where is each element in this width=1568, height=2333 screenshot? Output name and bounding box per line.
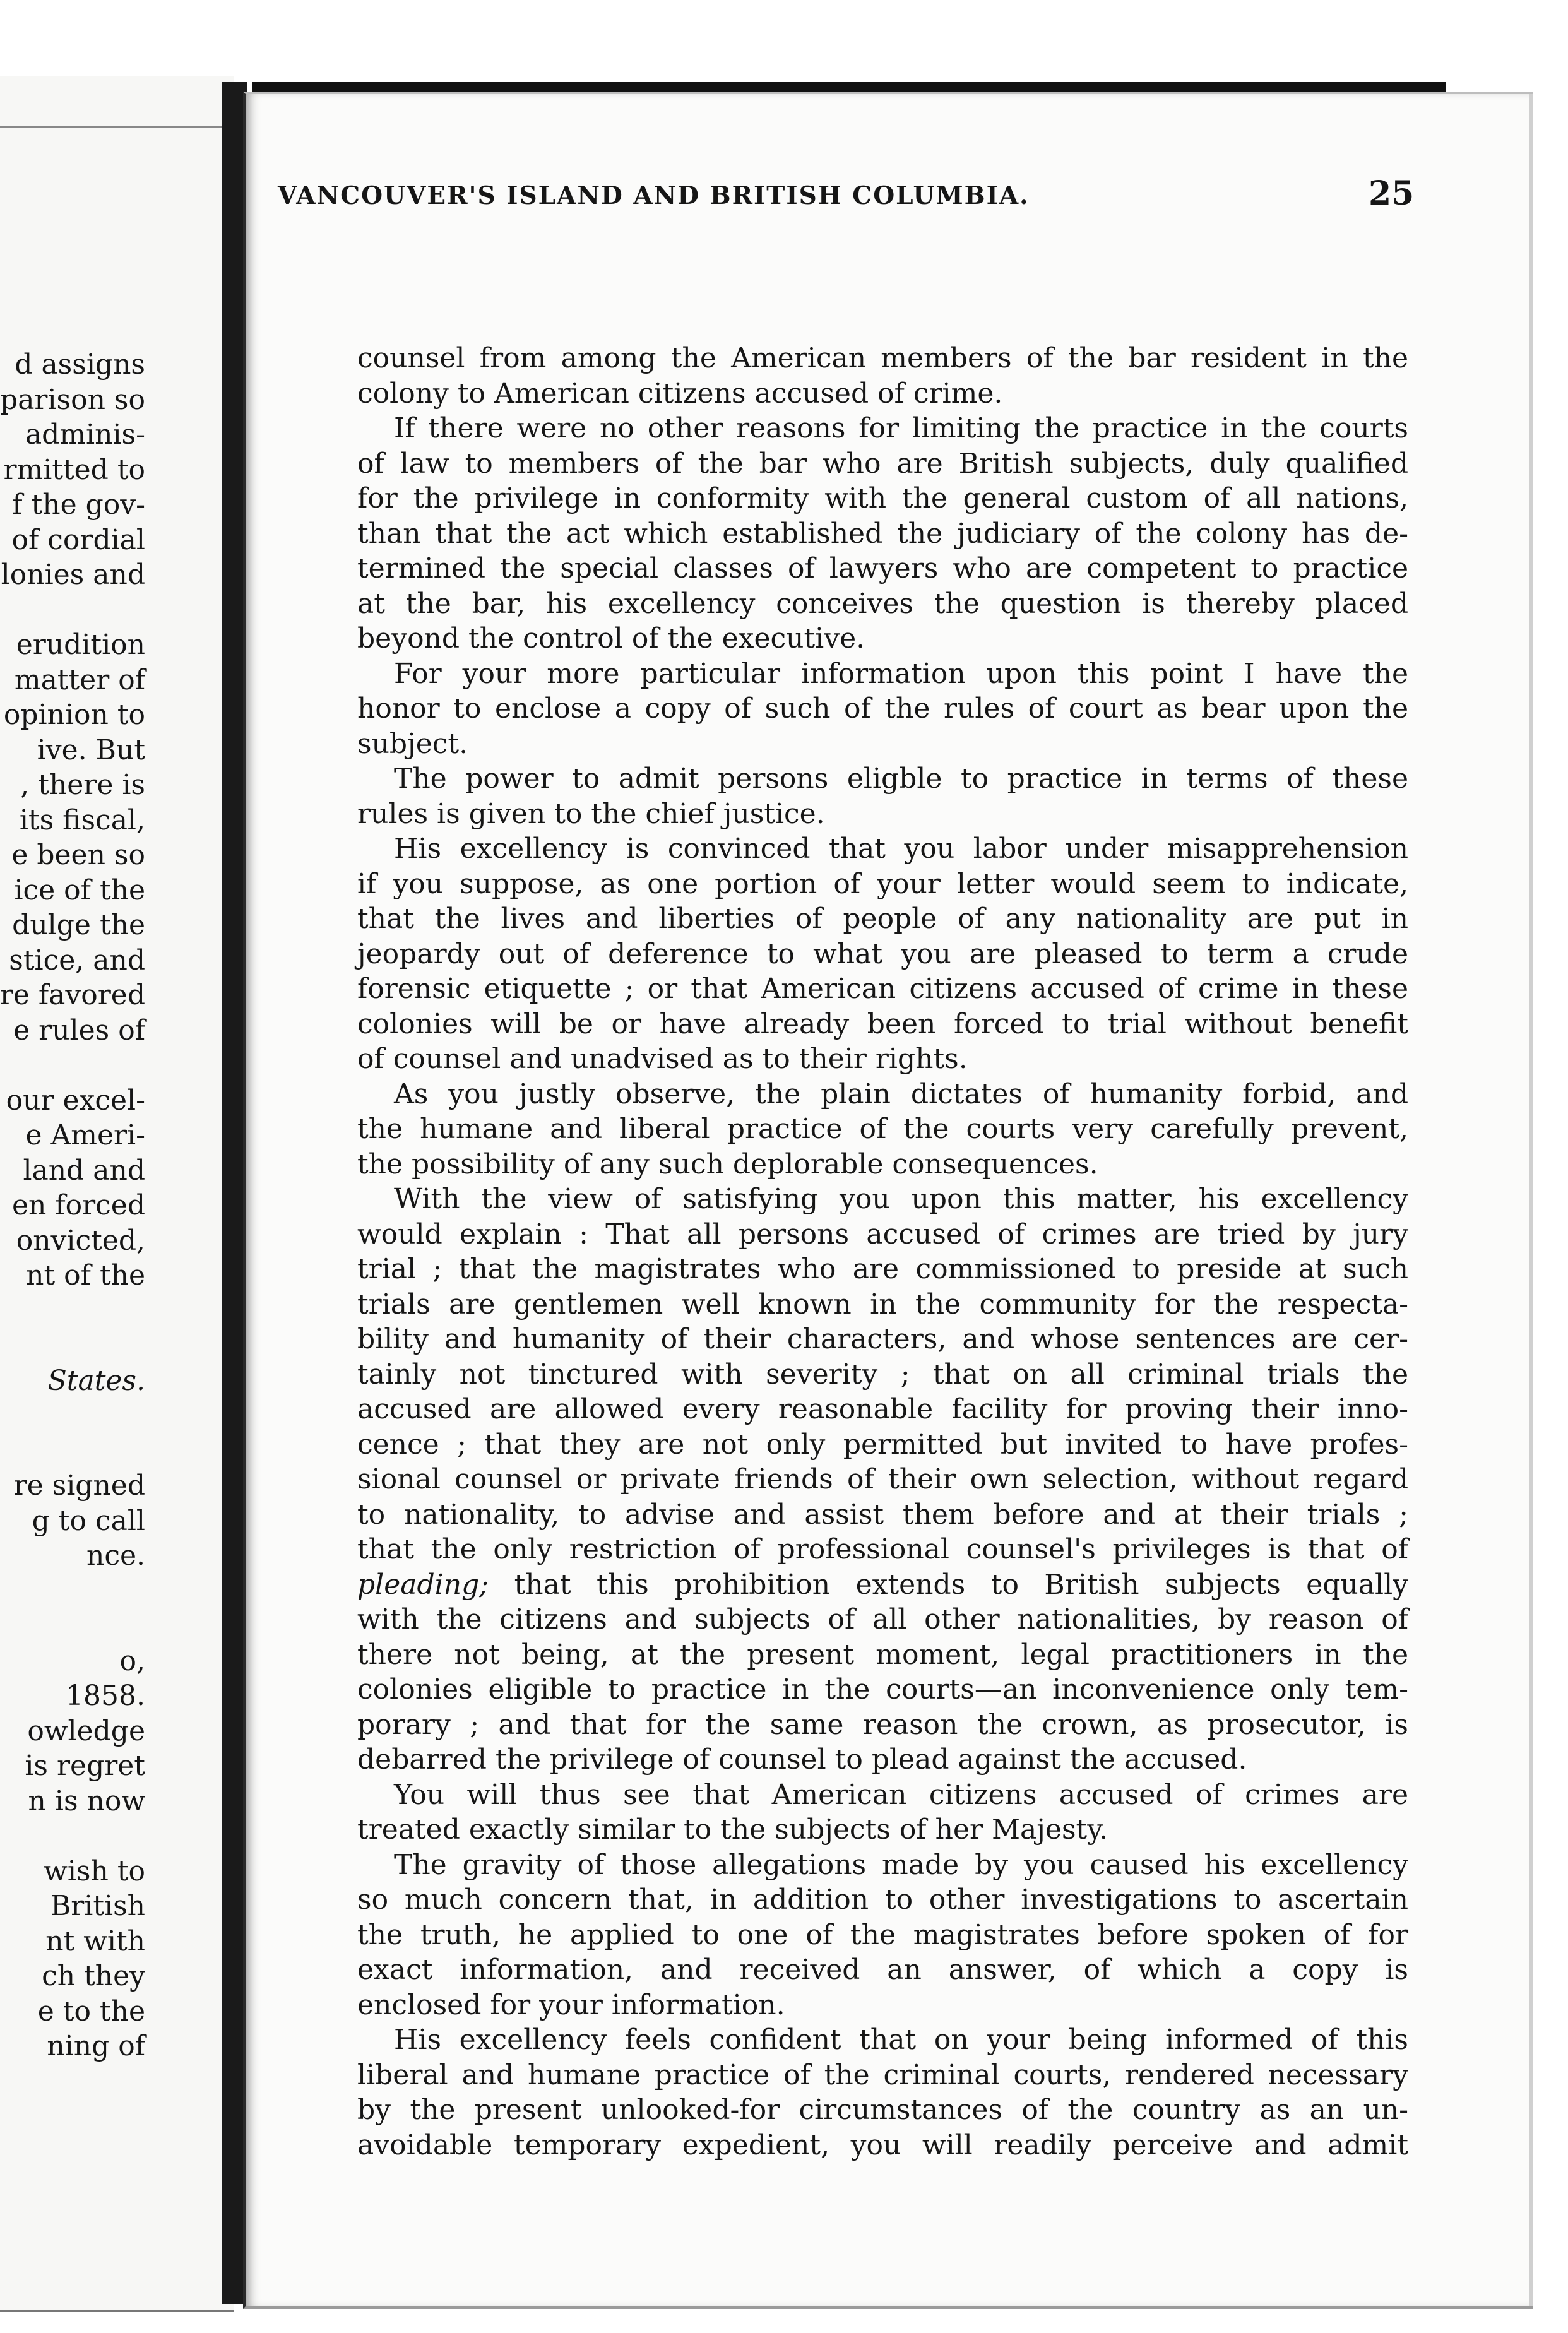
facing-page-line: erudition xyxy=(16,629,145,661)
text-line: For your more particular information upon this point I have the xyxy=(394,657,1408,690)
text-line: jeopardy out of deference to what you are pleased to term a crude xyxy=(357,937,1408,970)
facing-page-line: ch they xyxy=(42,1960,145,1992)
text-line: rules is given to the chief justice. xyxy=(357,797,825,830)
facing-page-line: opinion to xyxy=(3,699,145,731)
text-line: The gravity of those allegations made by you caused his excellency xyxy=(394,1848,1408,1881)
text-line: of law to members of the bar who are British subjects, duly qualified xyxy=(357,447,1408,480)
facing-page-line xyxy=(0,1608,145,1644)
text-line: treated exactly similar to the subjects of her Majesty. xyxy=(357,1814,1108,1846)
facing-page-line: our excel- xyxy=(6,1084,145,1117)
facing-page-line: rmitted to xyxy=(3,453,145,486)
facing-page-line: dulge the xyxy=(12,909,145,941)
facing-page-text xyxy=(0,347,145,2064)
text-line: to nationality, to advise and assist them before and at their trials ; xyxy=(357,1498,1408,1531)
text-line: pleading; that this prohibition extends to British subjects equally xyxy=(357,1568,1408,1601)
page-number: 25 xyxy=(1369,174,1415,213)
facing-page-line: lonies and xyxy=(1,559,145,591)
text-line: the humane and liberal practice of the courts very carefully prevent, xyxy=(357,1113,1408,1145)
text-line: beyond the control of the executive. xyxy=(357,622,865,655)
facing-page-line: owledge xyxy=(27,1714,145,1747)
text-line: the truth, he applied to one of the magistrates before spoken of for xyxy=(357,1918,1408,1951)
text-line: liberal and humane practice of the criminal courts, rendered necessary xyxy=(357,2058,1408,2091)
facing-page-line: e rules of xyxy=(13,1014,145,1047)
facing-page-line: o, xyxy=(119,1644,145,1677)
facing-page-line xyxy=(0,593,145,628)
facing-page-line: d assigns xyxy=(15,348,145,381)
text-line: With the view of satisfying you upon this matter, his excellency xyxy=(394,1183,1408,1215)
facing-page-line: land and xyxy=(23,1154,145,1187)
facing-page-line: ive. But xyxy=(37,733,145,766)
text-line: colonies will be or have already been forced to trial without benefit xyxy=(357,1007,1408,1040)
text-line: so much concern that, in addition to other investigations to ascertain xyxy=(357,1884,1408,1916)
text-line: accused are allowed every reasonable facility for proving their inno- xyxy=(357,1393,1408,1425)
text-line: if you suppose, as one portion of your letter would seem to indicate, xyxy=(357,867,1408,900)
facing-page-line xyxy=(0,1434,145,1469)
facing-page-line: matter of xyxy=(14,663,145,696)
text-line: tainly not tinctured with severity ; that on all criminal trials the xyxy=(357,1358,1408,1391)
text-line: porary ; and that for the same reason the crown, as prosecutor, is xyxy=(357,1708,1408,1741)
text-line: debarred the privilege of counsel to plead against the accused. xyxy=(357,1743,1247,1776)
text-line: the possibility of any such deplorable consequences. xyxy=(357,1148,1098,1180)
facing-page-line: nt of the xyxy=(26,1259,145,1291)
facing-page-line xyxy=(0,1048,145,1083)
text-line: that the lives and liberties of people of any nationality are put in xyxy=(357,903,1408,935)
text-line: honor to enclose a copy of such of the rules of court as bear upon the xyxy=(357,692,1408,725)
page-edge-line xyxy=(0,126,234,128)
facing-page-line: is regret xyxy=(25,1750,145,1782)
facing-page-line: f the gov- xyxy=(12,489,145,521)
facing-page-line xyxy=(0,1574,145,1609)
text-line: than that the act which established the judiciary of the colony has de- xyxy=(357,517,1408,550)
facing-page-line: States. xyxy=(47,1364,145,1397)
text-line: The power to admit persons eligble to practice in terms of these xyxy=(394,763,1408,795)
text-line: termined the special classes of lawyers who are competent to practice xyxy=(357,552,1408,585)
facing-page-line: en forced xyxy=(11,1189,145,1221)
facing-page-line: re signed xyxy=(13,1469,145,1502)
page-right-edge xyxy=(1529,94,1533,2306)
text-line: forensic etiquette ; or that American citizens accused of crime in these xyxy=(357,973,1408,1005)
facing-page-line: parison so xyxy=(0,383,145,416)
facing-page-line: its fiscal, xyxy=(19,804,145,836)
facing-page-line: n is now xyxy=(28,1784,145,1817)
text-line: of counsel and unadvised as to their rights. xyxy=(357,1043,968,1075)
text-line: As you justly observe, the plain dictates of humanity forbid, and xyxy=(394,1077,1408,1110)
text-line: there not being, at the present moment, legal practitioners in the xyxy=(357,1638,1408,1671)
facing-page-line: British xyxy=(50,1890,145,1922)
text-line: His excellency is convinced that you labor under misapprehension xyxy=(394,833,1408,865)
facing-page-line: of cordial xyxy=(11,523,145,556)
facing-page-line: re favored xyxy=(0,979,145,1011)
text-line: exact information, and received an answer, of which a copy is xyxy=(357,1954,1408,1986)
body-text xyxy=(357,341,1408,2163)
text-line: trial ; that the magistrates who are commissioned to preside at such xyxy=(357,1253,1408,1285)
facing-page xyxy=(0,76,234,2312)
facing-page-line: stice, and xyxy=(9,944,145,977)
facing-page-line: ice of the xyxy=(14,874,145,906)
text-line: for the privilege in conformity with the general custom of all nations, xyxy=(357,482,1408,514)
facing-page-line xyxy=(0,1398,145,1434)
facing-page-line: nt with xyxy=(45,1925,145,1957)
text-line: subject. xyxy=(357,727,468,760)
text-line: counsel from among the American members of the bar resident in the xyxy=(357,342,1408,374)
facing-page-line: e been so xyxy=(11,839,145,871)
text-line: You will thus see that American citizens accused of crimes are xyxy=(394,1778,1408,1811)
text-line: at the bar, his excellency conceives the question is thereby placed xyxy=(357,587,1408,620)
text-line: avoidable temporary expedient, you will readily perceive and admit xyxy=(357,2128,1408,2161)
italic-word: pleading; xyxy=(357,1568,489,1601)
text-line: sional counsel or private friends of their own selection, without regard xyxy=(357,1463,1408,1495)
running-title: VANCOUVER'S ISLAND AND BRITISH COLUMBIA. xyxy=(278,181,1030,210)
text-line: that the only restriction of professional counsel's privileges is that of xyxy=(357,1533,1408,1565)
facing-page-line: onvicted, xyxy=(16,1224,145,1257)
text-line: enclosed for your information. xyxy=(357,1988,785,2021)
facing-page-line: nce. xyxy=(86,1540,145,1572)
facing-page-line: e Ameri- xyxy=(25,1119,145,1151)
facing-page-line: ning of xyxy=(47,2030,145,2062)
text-line: bility and humanity of their characters, and whose sentences are cer- xyxy=(357,1323,1408,1355)
text-line: colony to American citizens accused of crime. xyxy=(357,377,1003,410)
text-line: cence ; that they are not only permitted but invited to have profes- xyxy=(357,1428,1408,1461)
facing-page-line: 1858. xyxy=(66,1680,145,1712)
facing-page-line xyxy=(0,1328,145,1363)
text-line: would explain : That all persons accused of crimes are tried by jury xyxy=(357,1218,1408,1250)
facing-page-line xyxy=(0,1293,145,1329)
facing-page-line: e to the xyxy=(37,1995,145,2027)
text-line: If there were no other reasons for limiting the practice in the courts xyxy=(394,412,1408,444)
text-line: His excellency feels confident that on your being informed of this xyxy=(394,2024,1408,2056)
text-line: with the citizens and subjects of all other nationalities, by reason of xyxy=(357,1603,1408,1635)
facing-page-line: g to call xyxy=(32,1504,145,1537)
facing-page-line: , there is xyxy=(20,769,145,801)
facing-page-line: adminis- xyxy=(25,419,145,451)
text-line: trials are gentlemen well known in the community for the respecta- xyxy=(357,1288,1408,1321)
facing-page-line xyxy=(0,1819,145,1854)
facing-page-line: wish to xyxy=(44,1855,145,1887)
text-line: colonies eligible to practice in the courts—an inconvenience only tem- xyxy=(357,1673,1408,1706)
text-line: by the present unlooked-for circumstances of the country as an un- xyxy=(357,2094,1408,2126)
